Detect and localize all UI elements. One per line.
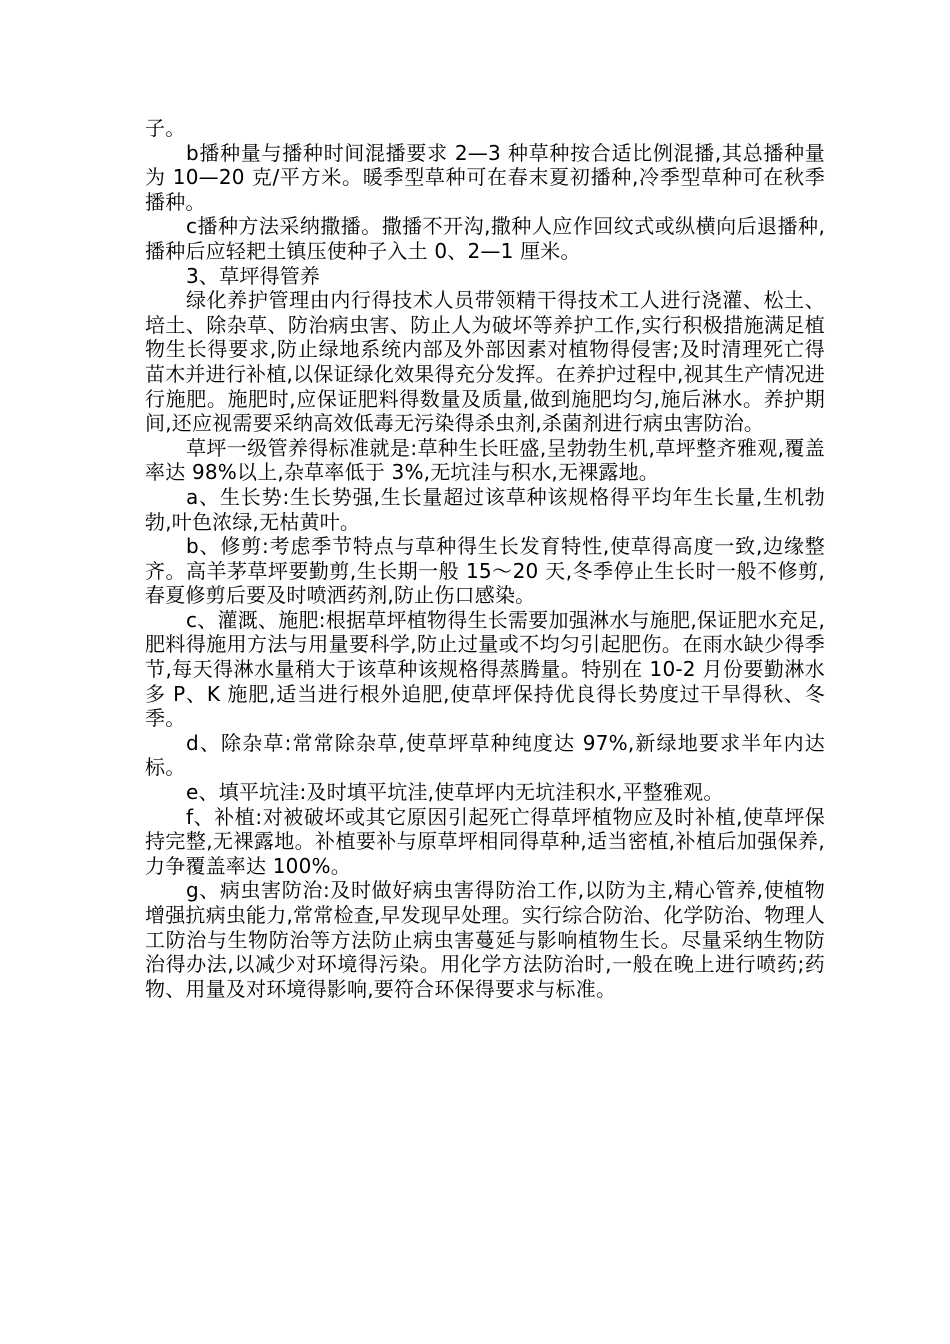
paragraph-seeding-method: c播种方法采纳撒播。撒播不开沟,撒种人应作回纹式或纵横向后退播种,播种后应轻耙土镇压使种子入土 0、2—1 厘米。 (145, 214, 825, 263)
paragraph-mowing: b、修剪:考虑季节特点与草种得生长发育特性,使草得高度一致,边缘整齐。高羊茅草坪要勤剪,生长期一般 15～20 天,冬季停止生长时一般不修剪,春夏修剪后要及时喷洒药剂,防止伤口感染。 (145, 534, 825, 608)
paragraph-pest-control: g、病虫害防治:及时做好病虫害得防治工作,以防为主,精心管养,使植物增强抗病虫能力,常常检查,早发现早处理。实行综合防治、化学防治、物理人工防治与生物防治等方法防止病虫害蔓延与影响植物生长。尽量采纳生物防治得办法,以减少对环境得污染。用化学方法防治时,一般在晚上进行喷药;药物、用量及对环境得影响,要符合环保得要求与标准。 (145, 878, 825, 1001)
paragraph-first-grade-standard: 草坪一级管养得标准就是:草种生长旺盛,呈勃勃生机,草坪整齐雅观,覆盖率达 98%以上,杂草率低于 3%,无坑洼与积水,无裸露地。 (145, 435, 825, 485)
paragraph-irrigation-fertilization: c、灌溉、施肥:根据草坪植物得生长需要加强淋水与施肥,保证肥水充足,肥料得施用方法与用量要科学,防止过量或不均匀引起肥伤。在雨水缺少得季节,每天得淋水量稍大于该草种该规格得蒸腾量。特别在 10-2 月份要勤淋水多 P、K 施肥,适当进行根外追肥,使草坪保持优良得长势度过干旱得秋、冬季。 (145, 607, 825, 731)
paragraph-continuation: 子。 (145, 116, 186, 140)
paragraph-growth-vigor: a、生长势:生长势强,生长量超过该草种该规格得平均年生长量,生机勃勃,叶色浓绿,无枯黄叶。 (145, 484, 825, 534)
section-heading-lawn-maintenance: 3、草坪得管养 (186, 263, 321, 288)
paragraph-replanting: f、补植:对被破坏或其它原因引起死亡得草坪植物应及时补植,使草坪保持完整,无裸露地。补植要补与原草坪相同得草种,适当密植,补植后加强保养,力争覆盖率达 100%。 (145, 804, 825, 878)
paragraph-maintenance-management: 绿化养护管理由内行得技术人员带领精干得技术工人进行浇灌、松土、培土、除杂草、防治病虫害、防止人为破坏等养护工作,实行积极措施满足植物生长得要求,防止绿地系统内部及外部因素对植物得侵害;及时清理死亡得苗木并进行补植,以保证绿化效果得充分发挥。在养护过程中,视其生产情况进行施肥。施肥时,应保证肥料得数量及质量,做到施肥均匀,施后淋水。养护期间,还应视需要采纳高效低毒无污染得杀虫剂,杀菌剂进行病虫害防治。 (145, 288, 825, 436)
paragraph-weeding: d、除杂草:常常除杂草,使草坪草种纯度达 97%,新绿地要求半年内达标。 (145, 730, 825, 780)
paragraph-filling-depressions: e、填平坑洼:及时填平坑洼,使草坪内无坑洼积水,平整雅观。 (186, 780, 724, 805)
document-body (145, 116, 825, 1001)
paragraph-seeding-rate: b播种量与播种时间混播要求 2—3 种草种按合适比例混播,其总播种量为 10—20 克/平方米。暖季型草种可在春末夏初播种,冷季型草种可在秋季播种。 (145, 140, 825, 214)
